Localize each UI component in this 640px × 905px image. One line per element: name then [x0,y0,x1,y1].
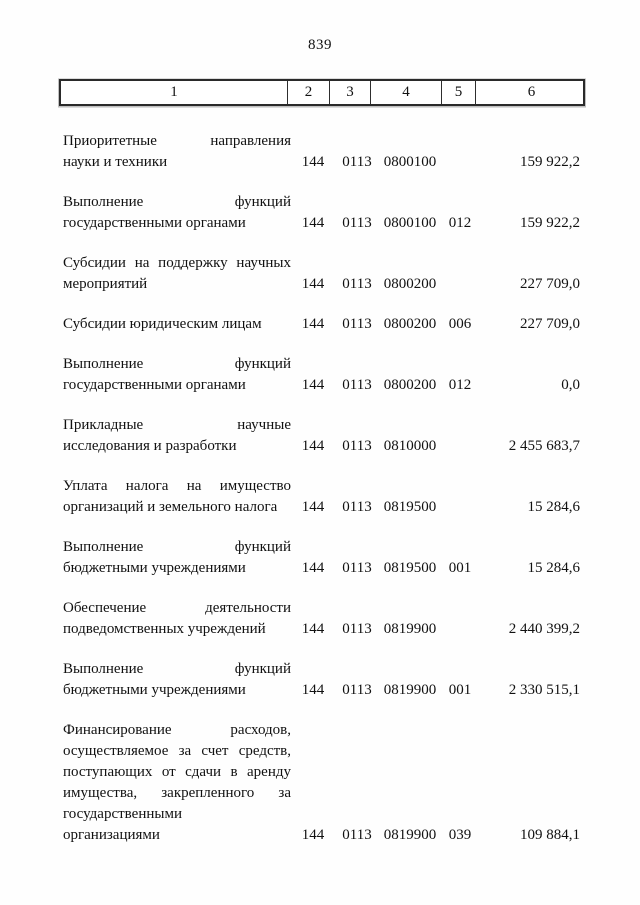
target-item-cell: 0819500 [383,499,437,515]
chapter-code-cell: 144 [301,316,325,332]
desc-line: Приоритетные направления [63,133,291,149]
page-number: 839 [308,37,332,53]
table-row [63,131,580,173]
section-code-cell: 0113 [342,827,372,843]
desc-line: государственными органами [63,377,246,393]
desc-cell [63,314,291,335]
chapter-code-cell: 144 [301,438,325,454]
section-code-cell: 0113 [342,499,372,515]
target-item-cell: 0819900 [383,621,437,637]
chapter-code-cell: 144 [301,621,325,637]
amount-cell: 0,0 [561,377,580,393]
header-cell-4: 4 [370,81,441,104]
chapter-code-cell: 144 [301,499,325,515]
chapter-code-cell: 144 [301,215,325,231]
desc-line: Субсидии юридическим лицам [63,316,262,332]
target-item-cell: 0800200 [383,276,437,292]
target-item-cell: 0819900 [383,827,437,843]
chapter-code-cell: 144 [301,560,325,576]
table-row [63,314,580,335]
amount-cell: 227 709,0 [520,276,580,292]
desc-line: мероприятий [63,276,148,292]
target-item-cell: 0819500 [383,560,437,576]
desc-cell [63,415,291,457]
header-cell-6: 6 [475,81,587,104]
expense-type-cell: 012 [448,377,472,393]
desc-line: поступающих от сдачи в аренду [63,764,291,780]
desc-line: Выполнение функций [63,194,291,210]
table-row [63,253,580,295]
chapter-code-cell: 144 [301,276,325,292]
table-row [63,354,580,396]
header-cell-3: 3 [329,81,370,104]
header-cell-5: 5 [441,81,475,104]
section-code-cell: 0113 [342,682,372,698]
desc-line: организациями [63,827,160,843]
section-code-cell: 0113 [342,438,372,454]
desc-line: организаций и земельного налога [63,499,278,515]
desc-cell [63,131,291,173]
table-body [63,131,580,846]
desc-line: Выполнение функций [63,661,291,677]
desc-cell [63,253,291,295]
desc-line: государственными органами [63,215,246,231]
section-code-cell: 0113 [342,316,372,332]
chapter-code-cell: 144 [301,154,325,170]
amount-cell: 2 440 399,2 [508,621,580,637]
expense-type-cell: 012 [448,215,472,231]
target-item-cell: 0810000 [383,438,437,454]
desc-line: исследования и разработки [63,438,237,454]
table-row [63,598,580,640]
desc-line: Обеспечение деятельности [63,600,291,616]
target-item-cell: 0800100 [383,215,437,231]
desc-cell [63,476,291,518]
desc-cell [63,659,291,701]
table-row [63,720,580,846]
table-row [63,415,580,457]
desc-line: Финансирование расходов, [63,722,291,738]
desc-line: Выполнение функций [63,356,291,372]
section-code-cell: 0113 [342,154,372,170]
desc-line: Выполнение функций [63,539,291,555]
amount-cell: 2 455 683,7 [508,438,580,454]
expense-type-cell: 006 [448,316,472,332]
target-item-cell: 0819900 [383,682,437,698]
chapter-code-cell: 144 [301,682,325,698]
desc-cell [63,598,291,640]
target-item-cell: 0800100 [383,154,437,170]
desc-line: бюджетными учреждениями [63,682,246,698]
amount-cell: 159 922,2 [520,154,580,170]
expense-type-cell: 039 [448,827,472,843]
amount-cell: 227 709,0 [520,316,580,332]
table-row [63,537,580,579]
header-cell-1: 1 [170,84,178,100]
desc-line: Уплата налога на имущество [63,478,291,494]
section-code-cell: 0113 [342,621,372,637]
chapter-code-cell: 144 [301,377,325,393]
desc-line: бюджетными учреждениями [63,560,246,576]
table-row [63,192,580,234]
desc-cell [63,537,291,579]
target-item-cell: 0800200 [383,316,437,332]
desc-line: государственными [63,806,182,822]
amount-cell: 109 884,1 [520,827,580,843]
expense-type-cell: 001 [448,560,472,576]
desc-line: осуществляемое за счет средств, [63,743,291,759]
header-cell-2: 2 [287,81,329,104]
desc-cell [63,192,291,234]
target-item-cell: 0800200 [383,377,437,393]
amount-cell: 15 284,6 [527,499,580,515]
desc-line: имущества, закрепленного за [63,785,291,801]
desc-line: Субсидии на поддержку научных [63,255,291,271]
desc-cell [63,354,291,396]
section-code-cell: 0113 [342,276,372,292]
section-code-cell: 0113 [342,215,372,231]
expense-type-cell: 001 [448,682,472,698]
chapter-code-cell: 144 [301,827,325,843]
amount-cell: 2 330 515,1 [508,682,580,698]
amount-cell: 15 284,6 [527,560,580,576]
amount-cell: 159 922,2 [520,215,580,231]
table-header-row [59,79,585,106]
section-code-cell: 0113 [342,377,372,393]
table-row [63,659,580,701]
table-row [63,476,580,518]
desc-cell [63,720,291,846]
desc-line: науки и техники [63,154,168,170]
section-code-cell: 0113 [342,560,372,576]
desc-line: Прикладные научные [63,417,291,433]
desc-line: подведомственных учреждений [63,621,266,637]
